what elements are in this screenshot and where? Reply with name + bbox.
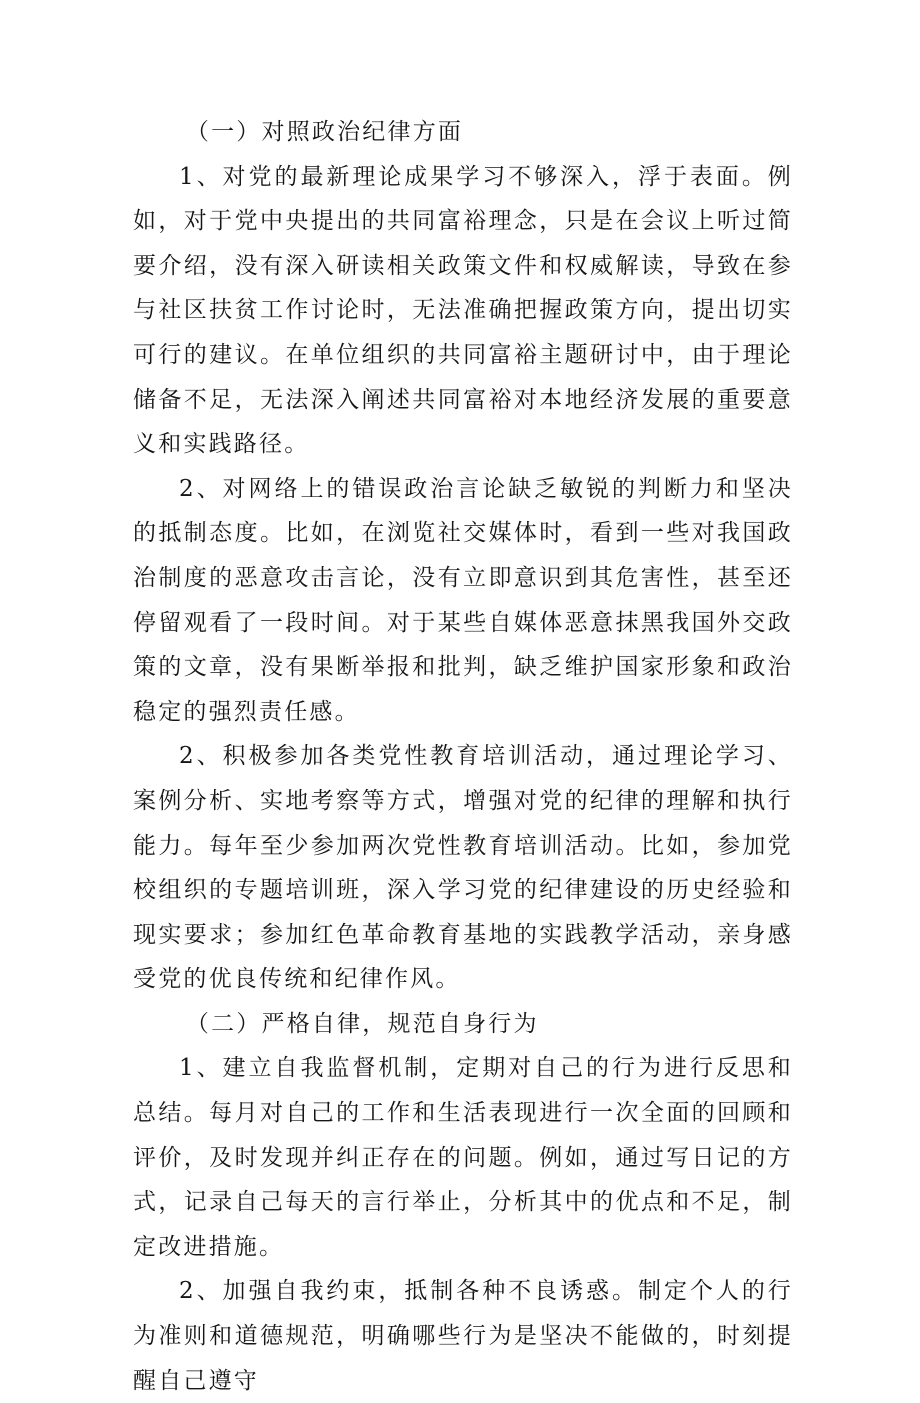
document-body [133,110,793,1403]
paragraph-party-training: 2、积极参加各类党性教育培训活动，通过理论学习、案例分析、实地考察等方式，增强对党的纪律的理解和执行能力。每年至少参加两次党性教育培训活动。比如，参加党校组织的专题培训班，深入学习党的纪律建设的历史经验和现实要求；参加红色革命教育基地的实践教学活动，亲身感受党的优良传统和纪律作风。 [133,743,793,993]
paragraph-self-supervision: 1、建立自我监督机制，定期对自己的行为进行反思和总结。每月对自己的工作和生活表现进行一次全面的回顾和评价，及时发现并纠正存在的问题。例如，通过写日记的方式，记录自己每天的言行举止，分析其中的优点和不足，制定改进措施。 [133,1055,793,1260]
paragraph-self-restraint: 2、加强自我约束，抵制各种不良诱惑。制定个人的行为准则和道德规范，明确哪些行为是坚决不能做的，时刻提醒自己遵守 [133,1278,793,1394]
paragraph-theory-study: 1、对党的最新理论成果学习不够深入，浮于表面。例如，对于党中央提出的共同富裕理念，只是在会议上听过简要介绍，没有深入研读相关政策文件和权威解读，导致在参与社区扶贫工作讨论时，无法准确把握政策方向，提出切实可行的建议。在单位组织的共同富裕主题研讨中，由于理论储备不足，无法深入阐述共同富裕对本地经济发展的重要意义和实践路径。 [133,163,793,458]
section-heading-self-discipline: （二）严格自律，规范自身行为 [185,1010,539,1037]
section-heading-political-discipline: （一）对照政治纪律方面 [185,119,464,145]
paragraph-online-speech: 2、对网络上的错误政治言论缺乏敏锐的判断力和坚决的抵制态度。比如，在浏览社交媒体时，看到一些对我国政治制度的恶意攻击言论，没有立即意识到其危害性，甚至还停留观看了一段时间。对于某些自媒体恶意抹黑我国外交政策的文章，没有果断举报和批判，缺乏维护国家形象和政治稳定的强烈责任感。 [133,475,793,725]
